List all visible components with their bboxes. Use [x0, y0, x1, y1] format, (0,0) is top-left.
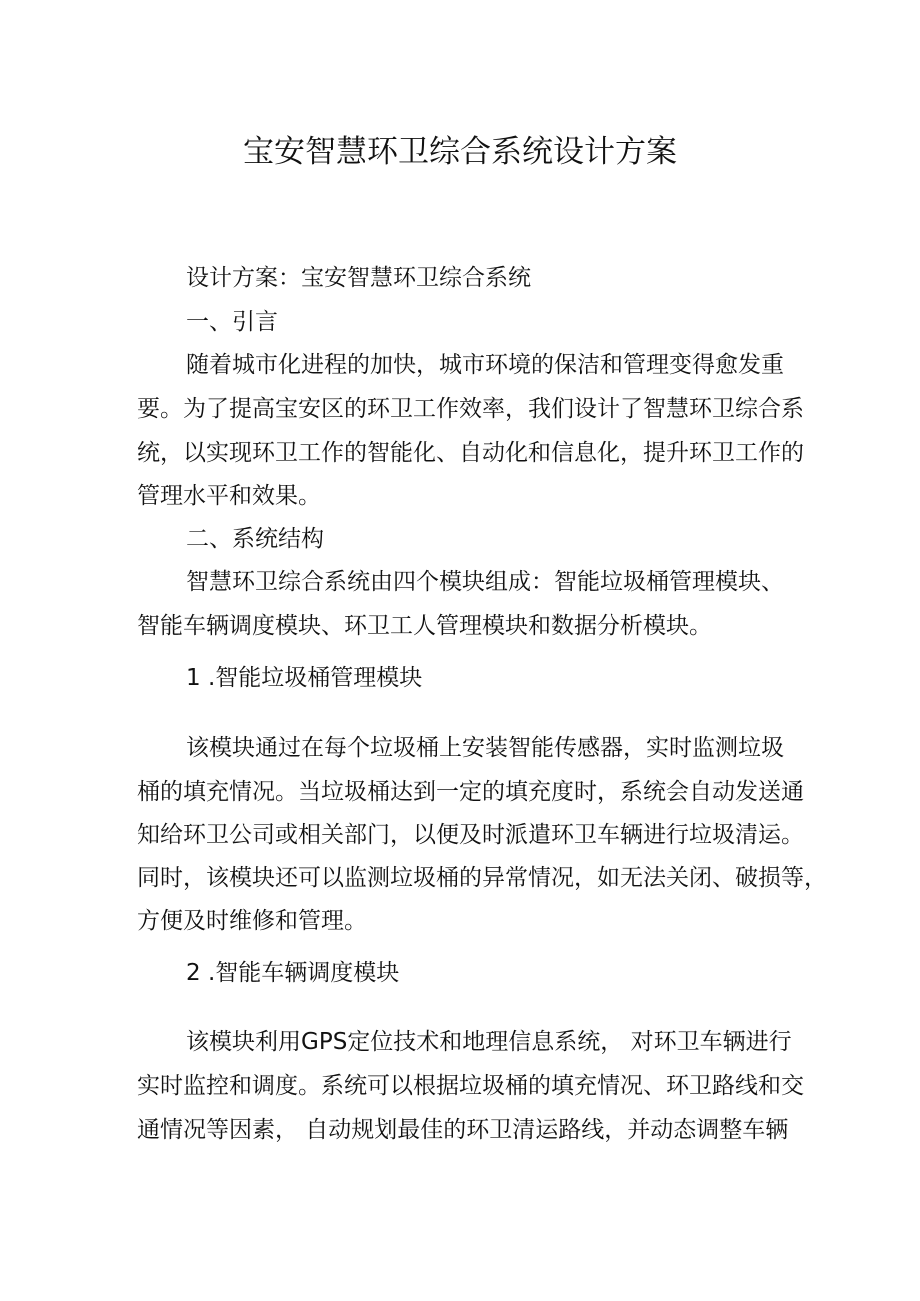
document-title: 宝安智慧环卫综合系统设计方案 — [243, 134, 677, 170]
paragraph-line: 方便及时维修和管理。 — [137, 908, 367, 934]
paragraph-line: 统，以实现环卫工作的智能化、自动化和信息化，提升环卫工作的 — [137, 440, 804, 466]
section-heading-introduction: 一、引言 — [186, 309, 278, 335]
paragraph-line: 知给环卫公司或相关部门，以便及时派遣环卫车辆进行垃圾清运。 — [137, 822, 804, 848]
module-heading-smart-vehicle: 2 .智能车辆调度模块 — [186, 960, 400, 986]
paragraph-line: 随着城市化进程的加快，城市环境的保洁和管理变得愈发重 — [186, 352, 784, 378]
paragraph-line: 该模块通过在每个垃圾桶上安装智能传感器，实时监测垃圾 — [186, 735, 784, 761]
module-heading-smart-bin: 1 .智能垃圾桶管理模块 — [186, 665, 423, 691]
paragraph-line: 智能车辆调度模块、环卫工人管理模块和数据分析模块。 — [137, 613, 712, 639]
section-heading-system-structure: 二、系统结构 — [186, 526, 324, 552]
paragraph-line: 管理水平和效果。 — [137, 483, 321, 509]
paragraph-line: 智慧环卫综合系统由四个模块组成：智能垃圾桶管理模块、 — [186, 569, 784, 595]
paragraph-line: 桶的填充情况。当垃圾桶达到一定的填充度时，系统会自动发送通 — [137, 779, 804, 805]
paragraph-line: 实时监控和调度。系统可以根据垃圾桶的填充情况、环卫路线和交 — [137, 1073, 804, 1099]
paragraph-line: 通情况等因素， 自动规划最佳的环卫清运路线，并动态调整车辆 — [137, 1117, 789, 1143]
paragraph-line: 要。为了提高宝安区的环卫工作效率，我们设计了智慧环卫综合系 — [137, 396, 804, 422]
paragraph-line: 同时，该模块还可以监测垃圾桶的异常情况，如无法关闭、破损等， — [137, 865, 827, 891]
intro-line: 设计方案：宝安智慧环卫综合系统 — [186, 265, 531, 291]
paragraph-line: 该模块利用GPS定位技术和地理信息系统， 对环卫车辆进行 — [186, 1029, 792, 1055]
